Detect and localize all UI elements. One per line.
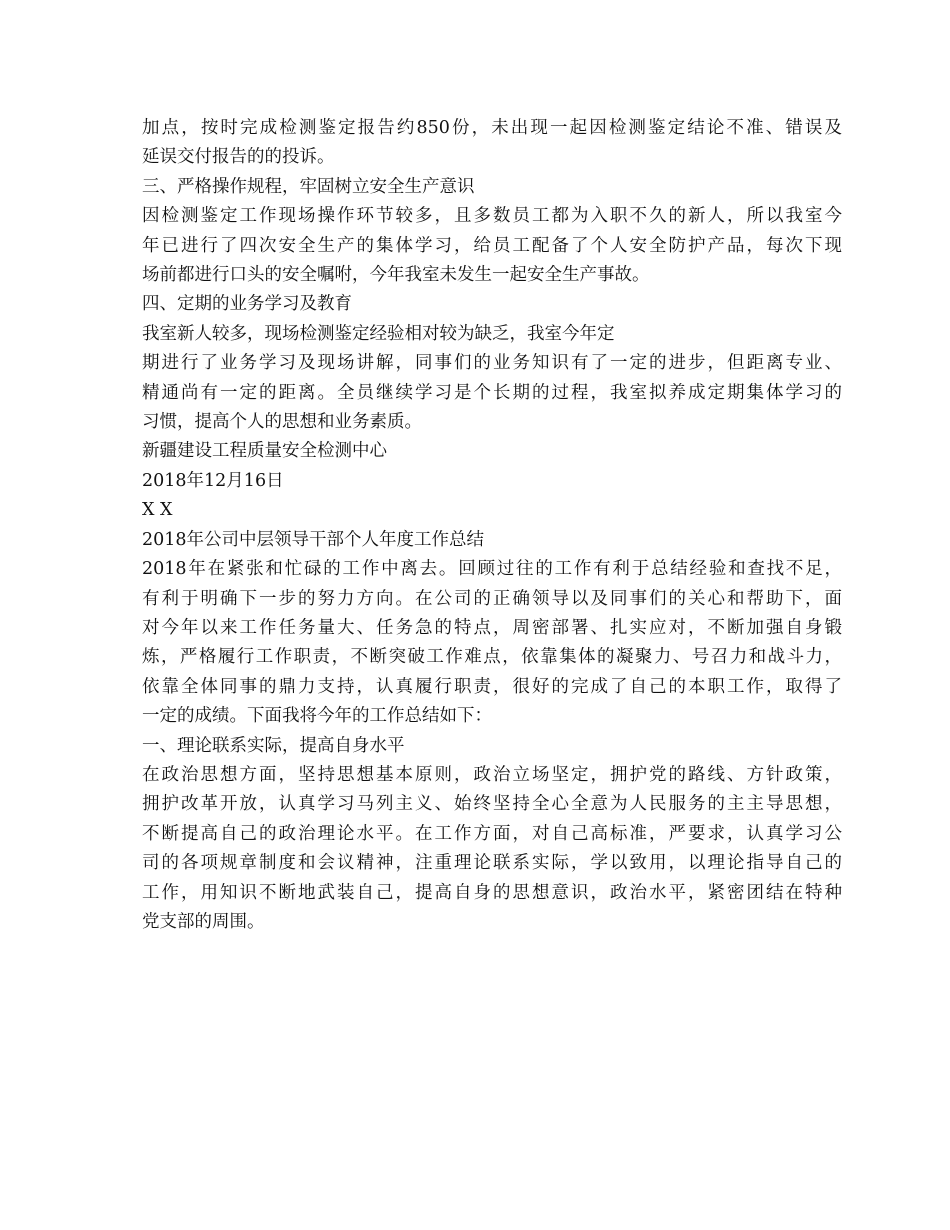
paragraph-line: 2018年在紧张和忙碌的工作中离去。回顾过往的工作有利于总结经验和查找不足，: [142, 559, 842, 580]
paragraph-line: 年已进行了四次安全生产的集体学习，给员工配备了个人安全防护产品，每次下现: [142, 235, 842, 256]
paragraph-line: 拥护改革开放，认真学习马列主义、始终坚持全心全意为人民服务的主主导思想，: [142, 794, 842, 815]
organization-name: 新疆建设工程质量安全检测中心: [142, 441, 387, 462]
paragraph-line: 党支部的周围。: [142, 911, 265, 932]
paragraph-line: 炼，严格履行工作职责，不断突破工作难点，依靠集体的凝聚力、号召力和战斗力，: [142, 647, 842, 668]
section-heading: 三、严格操作规程，牢固树立安全生产意识: [142, 176, 475, 197]
paragraph-line: 一定的成绩。下面我将今年的工作总结如下：: [142, 706, 492, 727]
paragraph-line: 习惯，提高个人的思想和业务素质。: [142, 412, 422, 433]
paragraph-line: 依靠全体同事的鼎力支持，认真履行职责，很好的完成了自己的本职工作，取得了: [142, 676, 842, 697]
paragraph-line: 在政治思想方面，坚持思想基本原则，政治立场坚定，拥护党的路线、方针政策，: [142, 764, 842, 785]
paragraph-line: 不断提高自己的政治理论水平。在工作方面，对自己高标准，严要求，认真学习公: [142, 823, 842, 844]
paragraph-line: 因检测鉴定工作现场操作环节较多，且多数员工都为入职不久的新人，所以我室今: [142, 206, 842, 227]
author-placeholder: X X: [142, 500, 173, 521]
paragraph-line: 精通尚有一定的距离。全员继续学习是个长期的过程，我室拟养成定期集体学习的: [142, 382, 842, 403]
paragraph-line: 期进行了业务学习及现场讲解，同事们的业务知识有了一定的进步，但距离专业、: [142, 353, 842, 374]
document-date: 2018年12月16日: [142, 470, 284, 491]
paragraph-line: 延误交付报告的的投诉。: [142, 147, 335, 168]
paragraph-line: 有利于明确下一步的努力方向。在公司的正确领导以及同事们的关心和帮助下，面: [142, 588, 842, 609]
paragraph-line: 我室新人较多，现场检测鉴定经验相对较为缺乏，我室今年定: [142, 323, 615, 344]
paragraph-line: 工作，用知识不断地武装自己，提高自身的思想意识，政治水平，紧密团结在特种: [142, 882, 842, 903]
paragraph-line: 司的各项规章制度和会议精神，注重理论联系实际，学以致用，以理论指导自己的: [142, 853, 842, 874]
paragraph-line: 加点，按时完成检测鉴定报告约850份，未出现一起因检测鉴定结论不准、错误及: [142, 118, 842, 138]
paragraph-line: 对今年以来工作任务量大、任务急的特点，周密部署、扎实应对，不断加强自身锻: [142, 617, 842, 638]
section-heading: 一、理论联系实际，提高自身水平: [142, 735, 405, 756]
document-title: 2018年公司中层领导干部个人年度工作总结: [142, 529, 485, 550]
section-heading: 四、定期的业务学习及教育: [142, 294, 352, 315]
paragraph-line: 场前都进行口头的安全嘱咐，今年我室未发生一起安全生产事故。: [142, 265, 650, 286]
document-page: [142, 114, 842, 937]
